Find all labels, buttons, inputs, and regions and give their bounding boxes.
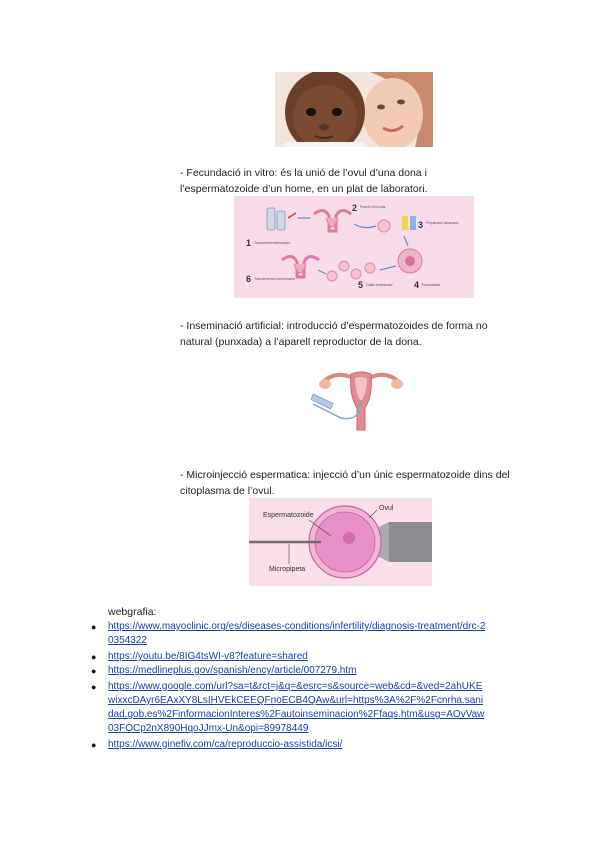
ivf-description: - Fecundació in vitro: és la unió de l’ovul d’una dona i l’espermatozoide d’un home, en un plat de laboratori. [180,167,428,195]
ivf-step-2-label: Punció fol·licular [360,205,386,209]
bullet: ● [91,652,97,662]
label-pipette: Micropipeta [269,566,306,573]
link-line[interactable]: https://www.google.com/url?sa=t&rct=j&q=&esrc=s&source=web&cd=&ved=2ahUKE [108,681,483,692]
link-ginefiv[interactable] [108,738,538,752]
ivf-step-1-label: Tractament estimulació [254,241,291,245]
ivf-step-6-label: Transferència embrionària [254,277,295,281]
link-line[interactable]: 03FOCp2nX890HqoJJmx-Un&opi=89978449 [108,723,309,734]
link-line[interactable]: https://www.mayoclinic.org/es/diseases-conditions/infertility/diagnosis-treatment/drc-2 [108,621,486,632]
ivf-step-2-num: 2 [352,203,358,213]
insemination-diagram [311,360,411,435]
ivf-step-3-num: 3 [418,220,424,230]
insemination-description: - Inseminació artificial: introducció d’espermatozoides de forma no natural (punxada) a l’aparell reproductor de la dona. [180,320,488,348]
link-mayoclinic[interactable] [108,620,538,648]
microinjection-description: - Microinjecció espermatica: injecció d’un únic espermatozoide dins del citoplasma de l’ovul. [180,469,510,497]
bullet: ● [91,666,97,676]
bullet: ● [91,740,97,750]
ivf-step-3-label: Preparació laboratori [426,221,459,225]
link-line[interactable]: 0354322 [108,635,147,646]
link-line[interactable]: https://www.ginefiv.com/ca/reproduccio-assistida/icsi/ [108,739,343,750]
link-line[interactable]: https://youtu.be/8IG4tsWI-v8?feature=shared [108,651,308,662]
link-line[interactable]: wixxcDAyr6EAxXY8LsIHVEkCEEQFnoECB4QAw&url=https%3A%2F%2Fcnrha.sani [108,695,484,706]
link-medlineplus[interactable] [108,664,538,678]
microinjection-diagram [249,498,432,586]
link-line[interactable]: https://medlineplus.gov/spanish/ency/article/007279.htm [108,665,357,676]
bullet: ● [91,682,97,692]
ivf-diagram [234,196,474,298]
ivf-step-1-num: 1 [246,238,252,248]
baby-mother-photo [275,72,433,147]
link-youtube[interactable] [108,650,538,664]
link-line[interactable]: dad.gob.es%2FinformacionInteres%2Fautoinseminacion%2Ffaqs.htm&usg=AOvVaw [108,709,485,720]
link-google[interactable] [108,680,538,736]
ivf-step-5-num: 5 [358,280,364,290]
bullet: ● [91,622,97,632]
label-ovum: Ovul [379,505,394,512]
ivf-step-4-label: Fecundació [422,283,441,287]
ivf-step-4-num: 4 [414,280,420,290]
ivf-step-5-label: Cultiu embrionari [366,283,393,287]
label-sperm: Espermatozoide [263,512,314,519]
ivf-step-6-num: 6 [246,274,252,284]
webgrafia-title: webgrafia: [108,606,157,618]
